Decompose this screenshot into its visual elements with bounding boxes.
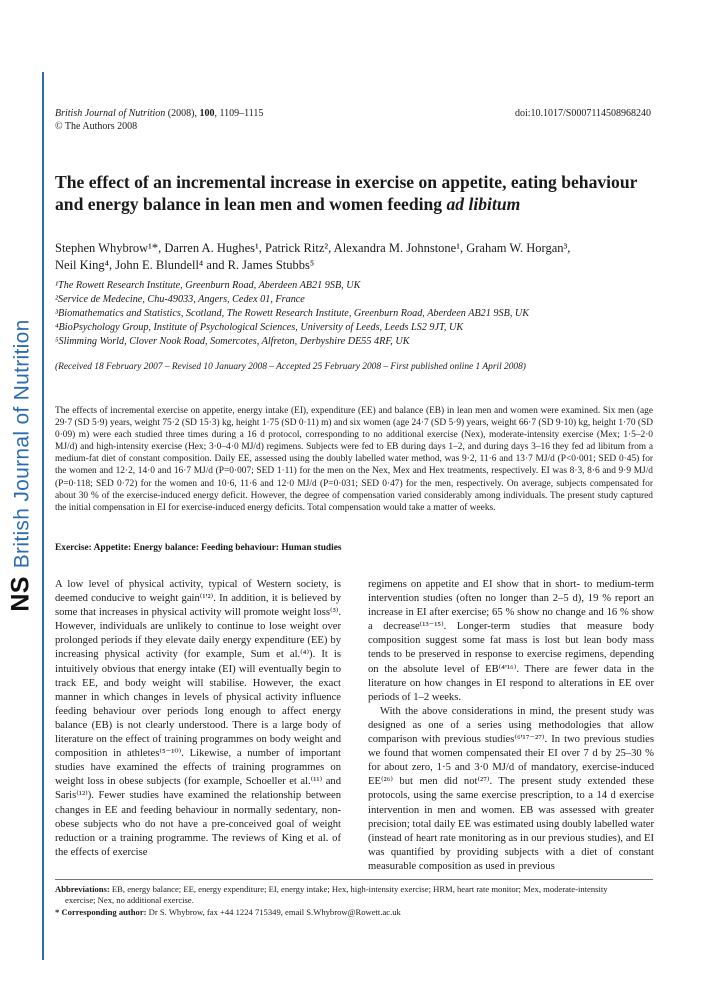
copyright: © The Authors 2008: [55, 121, 138, 132]
paragraph: regimens on appetite and EI show that in short- to medium-term intervention studies (often no longer than 2–5 d), 19 % report an increase in EI after exercise; 65 % show no change and 16 % show a decrease⁽¹³⁻¹⁵⁾. Longer-term studies that measure body composition suggest some fat mass is lost but lean body mass tends to be preserved in response to exercise regimens, depending on the absolute level of EB⁽⁴'¹⁶⁾. There are fewer data in the literature on how changes in EI respond to alterations in EE over periods of 1–2 weeks.: [368, 579, 654, 703]
journal-side-rule: [42, 72, 44, 960]
authors-line: Stephen Whybrow¹*, Darren A. Hughes¹, Patrick Ritz², Alexandra M. Johnstone¹, Graham W. Horgan³,: [55, 241, 571, 255]
abbreviations-continued: exercise; Nex, no additional exercise.: [65, 895, 194, 906]
affiliation: ⁴BioPsychology Group, Institute of Psychological Sciences, University of Leeds, Leeds LS2 9JT, UK: [55, 322, 464, 333]
abbreviations-label: Abbreviations:: [55, 884, 110, 894]
paragraph: With the above considerations in mind, the present study was designed as one of a series using methodologies that allow comparison with previous studies⁽⁶'¹⁷⁻²⁷⁾. In two previous studies we found that women compensated their EI over 7 d by 25–30 % for about zero, 1·5 and 3·0 MJ/d of mandatory, exercise-induced EE⁽²⁶⁾ but men did not⁽²⁷⁾. The present study extended these protocols, using the same exercise prescription, to a 14 d exercise intervention in men and women. EB was assessed with greater precision; total daily EE was estimated using doubly labelled water (instead of heart rate monitoring as in our previous studies), and EI was quantified by providing subjects with a diet of constant measurable composition as used in previous: [368, 705, 654, 872]
abbreviations-text: EB, energy balance; EE, energy expenditure; EI, energy intake; Hex, high-intensity exercise; HRM, heart rate monitor; Mex, moderate-intensity: [109, 884, 608, 894]
affiliation: ²Service de Medecine, Chu-49033, Angers, Cedex 01, France: [55, 294, 305, 305]
journal-citation-name: British Journal of Nutrition: [55, 108, 166, 119]
affiliation: ⁵Slimming World, Clover Nook Road, Somercotes, Alfreton, Derbyshire DE55 4RF, UK: [55, 336, 410, 347]
footnotes: [55, 884, 653, 918]
ns-logo: NS: [6, 575, 35, 612]
article-title: The effect of an incremental increase in exercise on appetite, eating behaviour and energy balance in lean men and women feeding ad libitum: [55, 172, 638, 214]
corresponding-author-label: * Corresponding author:: [55, 906, 147, 917]
received-dates: (Received 18 February 2007 – Revised 10 January 2008 – Accepted 25 February 2008 – First published online 1 April 2008): [55, 362, 526, 372]
authors-line: Neil King⁴, John E. Blundell⁴ and R. James Stubbs⁵: [55, 258, 315, 272]
journal-side-banner: [4, 230, 38, 700]
citation-year: (2008),: [167, 108, 197, 119]
journal-name-vertical: British Journal of Nutrition: [10, 318, 34, 568]
footnote-divider: [55, 879, 653, 880]
doi: doi:10.1017/S0007114508968240: [514, 108, 651, 119]
volume: 100: [199, 108, 215, 119]
corresponding-author-text: Dr S. Whybrow, fax +44 1224 715349, email S.Whybrow@Rowett.ac.uk: [146, 906, 401, 917]
author-list: [55, 240, 655, 274]
keywords: Exercise: Appetite: Energy balance: Feeding behaviour: Human studies: [55, 543, 342, 553]
affiliations: [55, 279, 655, 349]
abstract: The effects of incremental exercise on appetite, energy intake (EI), expenditure (EE) and balance (EB) in lean men and women were examined. Six men (age 29·7 (SD 5·9) years, weight 75·2 (SD 15·3) kg, height 1·75 (SD 0·11) m) and six women (age 24·7 (SD 5·9) years, weight 66·7 (SD 9·10) kg, height 1·70 (SD 0·09) m) were each studied three times during a 16 d protocol, corresponding to no additional exercise (Nex), moderate-intensity exercise (Mex; 1·5–2·0 MJ/d) and high-intensity exercise (Hex; 3·0–4·0 MJ/d) regimens. Subjects were fed to EB during days 1–2, and during days 3–16 they fed ad libitum from a medium-fat diet of constant composition. Daily EE, assessed using the doubly labelled water method, was 9·2, 11·6 and 13·7 MJ/d (P<0·001; SED 0·45) for the women and 12·2, 14·0 and 16·7 MJ/d (P=0·007; SED 1·11) for the men on the Nex, Mex and Hex treatments, respectively. EI was 8·3, 8·6 and 9·9 MJ/d (P=0·118; SED 0·72) for the women and 10·6, 11·6 and 12·0 MJ/d (P=0·031; SED 0·47) for the men, respectively. On average, subjects compensated for about 30 % of the exercise-induced energy deficit. However, the degree of compensation varied considerably among individuals. The present study captured the initial compensation in EI for exercise-induced energy deficits. Total compensation would take a matter of weeks.: [55, 406, 653, 513]
running-header: [55, 107, 651, 133]
body-column-left: [55, 578, 341, 860]
pages: , 1109–1115: [214, 108, 264, 119]
affiliation: ¹The Rowett Research Institute, Greenburn Road, Aberdeen AB21 9SB, UK: [55, 280, 361, 291]
body-column-right: [368, 578, 654, 874]
affiliation: ³Biomathematics and Statistics, Scotland, The Rowett Research Institute, Greenburn Road, Aberdeen AB21 9SB, UK: [55, 308, 530, 319]
paragraph: A low level of physical activity, typical of Western society, is deemed conducive to weight gain⁽¹'²⁾. In addition, it is believed by some that increases in physical activity will promote weight loss⁽³⁾. However, individuals are unlikely to continue to lose weight over prolonged periods if they elevate daily energy expenditure (EE) by increasing physical activity (for example, Sum et al.⁽⁴⁾). It is intuitively obvious that energy intake (EI) will eventually begin to track EE, and body weight will stabilise. However, the exact manner in which changes in levels of physical activity influence feeding behaviour over periods long enough to affect energy balance (EB) is not clearly understood. There is a large body of literature on the effect of training programmes on body weight and composition in athletes⁽⁵⁻¹⁰⁾. Likewise, a number of important studies have examined the effects of training programmes on weight loss in obese subjects (for example, Schoeller et al.⁽¹¹⁾ and Saris⁽¹²⁾). Fewer studies have examined the relationship between changes in EE and feeding behaviour in normally sedentary, non-obese subjects who do not have a pre-conceived goal of weight reduction or a training programme. The reviews of King et al. of the effects of exercise: [55, 579, 341, 858]
